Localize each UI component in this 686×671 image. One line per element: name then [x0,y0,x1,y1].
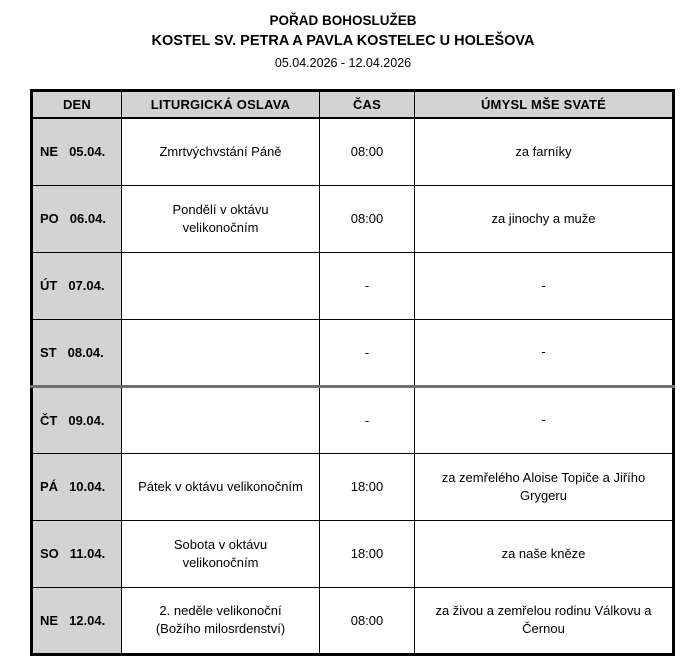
feast-cell [122,252,320,319]
intention-cell [415,319,674,386]
table-row [32,185,674,252]
time-text: - [364,278,370,293]
intention-text: za farníky [515,143,572,159]
date-range: 05.04.2026 - 12.04.2026 [274,56,412,70]
day-cell [32,252,122,319]
day-cell [32,118,122,185]
table-row [32,252,674,319]
feast-cell [122,118,320,185]
day-date: 12.04. [69,612,106,628]
feast-cell [122,319,320,386]
table-row [32,118,674,185]
table-row [32,453,674,520]
feast-cell [122,185,320,252]
time-cell [320,587,415,654]
document-header [0,0,686,70]
intention-text: - [541,277,546,293]
day-cell [32,185,122,252]
day-cell [32,587,122,654]
intention-text: - [541,344,546,360]
day-abbrev: NE [40,144,59,160]
intention-cell [415,118,674,185]
time-text: 18:00 [350,479,384,494]
table-row [32,319,674,386]
feast-text: Pátek v oktávu velikonočním [138,478,303,494]
day-date: 10.04. [69,479,106,494]
time-cell [320,252,415,319]
intention-text: za jinochy a muže [491,210,596,226]
feast-cell [122,453,320,520]
time-text: 08:00 [350,144,384,160]
day-abbrev: SO [40,546,59,561]
time-cell [320,453,415,520]
day-date: 05.04. [69,144,106,160]
time-text: 08:00 [350,211,384,226]
church-name-title: KOSTEL SV. PETRA A PAVLA KOSTELEC U HOLEŠOVA [151,33,535,49]
intention-cell [415,386,674,453]
day-date: 08.04. [67,344,104,360]
page-title: POŘAD BOHOSLUŽEB [269,13,417,28]
day-cell [32,319,122,386]
intention-cell [415,252,674,319]
col-header-feast: LITURGICKÁ OSLAVA [122,91,320,119]
table-row [32,520,674,587]
time-cell [320,319,415,386]
intention-cell [415,185,674,252]
feast-text: Zmrtvýchvstání Páně [159,143,282,159]
time-text: 18:00 [350,546,384,561]
intention-cell [415,453,674,520]
feast-text: Sobota v oktávu velikonočním [173,536,268,570]
intention-text: za živou a zemřelou rodinu Válkovu a Černou [435,603,652,636]
intention-cell [415,520,674,587]
day-cell [32,386,122,453]
day-date: 11.04. [69,546,106,561]
day-cell [32,520,122,587]
col-header-day: DEN [32,91,122,119]
mass-schedule-table [30,89,675,656]
time-text: - [364,344,370,360]
day-abbrev: ÚT [40,278,58,293]
intention-text: za zemřelého Aloise Topiče a Jiřího Grygeru [441,469,646,503]
feast-cell [122,587,320,654]
col-header-intention: ÚMYSL MŠE SVATÉ [415,91,674,119]
intention-text: - [541,412,546,428]
day-abbrev: ČT [40,412,58,428]
col-header-time: ČAS [320,91,415,119]
day-date: 07.04. [68,278,105,293]
time-cell [320,118,415,185]
time-text: - [364,412,370,428]
day-abbrev: PO [40,211,59,226]
time-cell [320,520,415,587]
day-date: 06.04. [69,211,106,226]
feast-text: 2. neděle velikonoční (Božího milosrdenství) [155,603,286,636]
day-abbrev: PÁ [40,479,59,494]
table-header-row [32,91,674,119]
day-abbrev: NE [40,612,59,628]
intention-cell [415,587,674,654]
intention-text: za naše kněze [501,545,586,561]
time-cell [320,386,415,453]
time-text: 08:00 [350,612,384,628]
time-cell [320,185,415,252]
day-abbrev: ST [40,344,57,360]
feast-cell [122,386,320,453]
day-date: 09.04. [68,412,105,428]
table-row [32,386,674,453]
feast-cell [122,520,320,587]
day-cell [32,453,122,520]
feast-text: Pondělí v oktávu velikonočním [172,201,269,235]
table-body [32,118,674,654]
table-row [32,587,674,654]
